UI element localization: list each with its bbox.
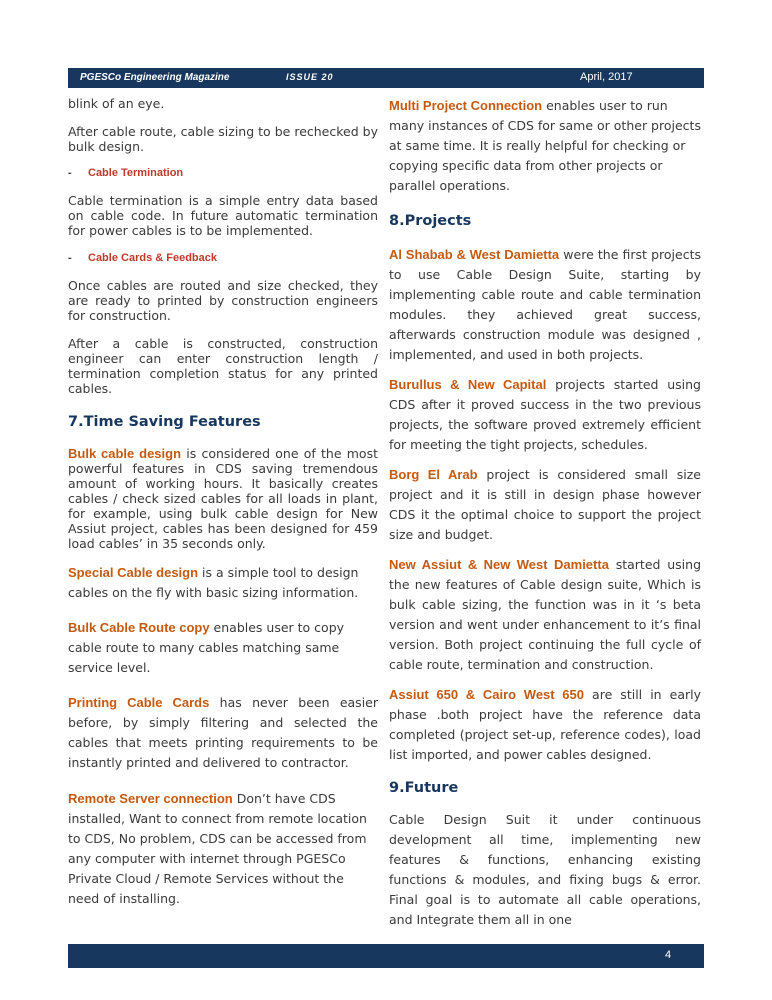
section-heading-time-saving: 7.Time Saving Features (68, 414, 261, 430)
paragraph: blink of an eye. (68, 96, 165, 111)
paragraph: After cable route, cable sizing to be rechecked by bulk design. (68, 124, 378, 154)
feature-remote-server: Remote Server connection Don’t have CDS installed, Want to connect from remote location to CDS, No problem, CDS can be accessed from any computer with internet through PGESCo Private Cloud / Remote Services without the need of installing. (68, 791, 367, 906)
section-heading-projects: 8.Projects (389, 213, 472, 229)
project-new-assiut: New Assiut & New West Damietta started using the new features of Cable design suite, Which is bulk cable sizing, the function was in it ‘s beta version and went under enhancement to it’s final version. Both project continuing the full cycle of cable route, termination and construction. (389, 557, 702, 672)
paragraph: Once cables are routed and size checked, they are ready to printed by construction engineers for construction. (68, 278, 378, 323)
feature-multi-project: Multi Project Connection enables user to run many instances of CDS for same or other projects at same time. It is really helpful for checking or copying specific data from other projects or parallel operations. (389, 98, 701, 193)
project-borg-el-arab: Borg El Arab project is considered small size project and it is still in design phase however CDS it the optimal choice to support the project size and budget. (389, 467, 701, 542)
project-al-shabab: Al Shabab & West Damietta were the first projects to use Cable Design Suite, starting by implementing cable route and cable termination modules. they achieved great success, afterwards construction module was designed , implemented, and used in both projects. (389, 247, 701, 362)
issue-date: April, 2017 (580, 71, 633, 83)
footer-bar (68, 944, 704, 968)
feature-bulk-cable-design: Bulk cable design is considered one of the most powerful features in CDS saving tremendous amount of working hours. It basically creates cables / check sized cables for all loads in plant, for example, using bulk cable design for New Assiut project, cables has been designed for 459 load cables’ in 35 seconds only. (68, 446, 378, 551)
section-heading-future: 9.Future (389, 780, 459, 796)
paragraph: After a cable is constructed, construction engineer can enter construction length / termination completion status for any printed cables. (68, 336, 378, 396)
project-assiut-650: Assiut 650 & Cairo West 650 are still in early phase .both project have the reference data completed (project set-up, reference codes), load list imported, and power cables designed. (389, 687, 701, 762)
page-number: 4 (665, 949, 672, 961)
feature-bulk-route-copy: Bulk Cable Route copy enables user to copy cable route to many cables matching same service level. (68, 620, 345, 675)
issue-number: ISSUE 20 (286, 72, 334, 82)
subheading-cable-cards: - Cable Cards & Feedback (68, 252, 217, 264)
subheading-cable-termination: - Cable Termination (68, 167, 184, 179)
paragraph: Cable termination is a simple entry data based on cable code. In future automatic termination for power cables is to be implemented. (68, 193, 378, 238)
project-burullus: Burullus & New Capital projects started using CDS after it proved success in the two previous projects, the software proved extremely efficient for meeting the tight projects, schedules. (389, 377, 701, 452)
left-column (68, 96, 378, 909)
magazine-title: PGESCo Engineering Magazine (80, 72, 230, 83)
feature-printing-cable-cards: Printing Cable Cards has never been easier before, by simply filtering and selected the cables that meets printing requirements to be instantly printed and delivered to contractor. (68, 695, 379, 770)
right-column (389, 96, 701, 930)
feature-special-cable-design: Special Cable design is a simple tool to design cables on the fly with basic sizing information. (68, 565, 359, 600)
paragraph-future: Cable Design Suit it under continuous development all time, implementing new features & functions, enhancing existing functions & modules, and fixing bugs & error. Final goal is to automate all cable operations, and Integrate them all in one (389, 812, 701, 927)
header-bar (68, 68, 704, 88)
